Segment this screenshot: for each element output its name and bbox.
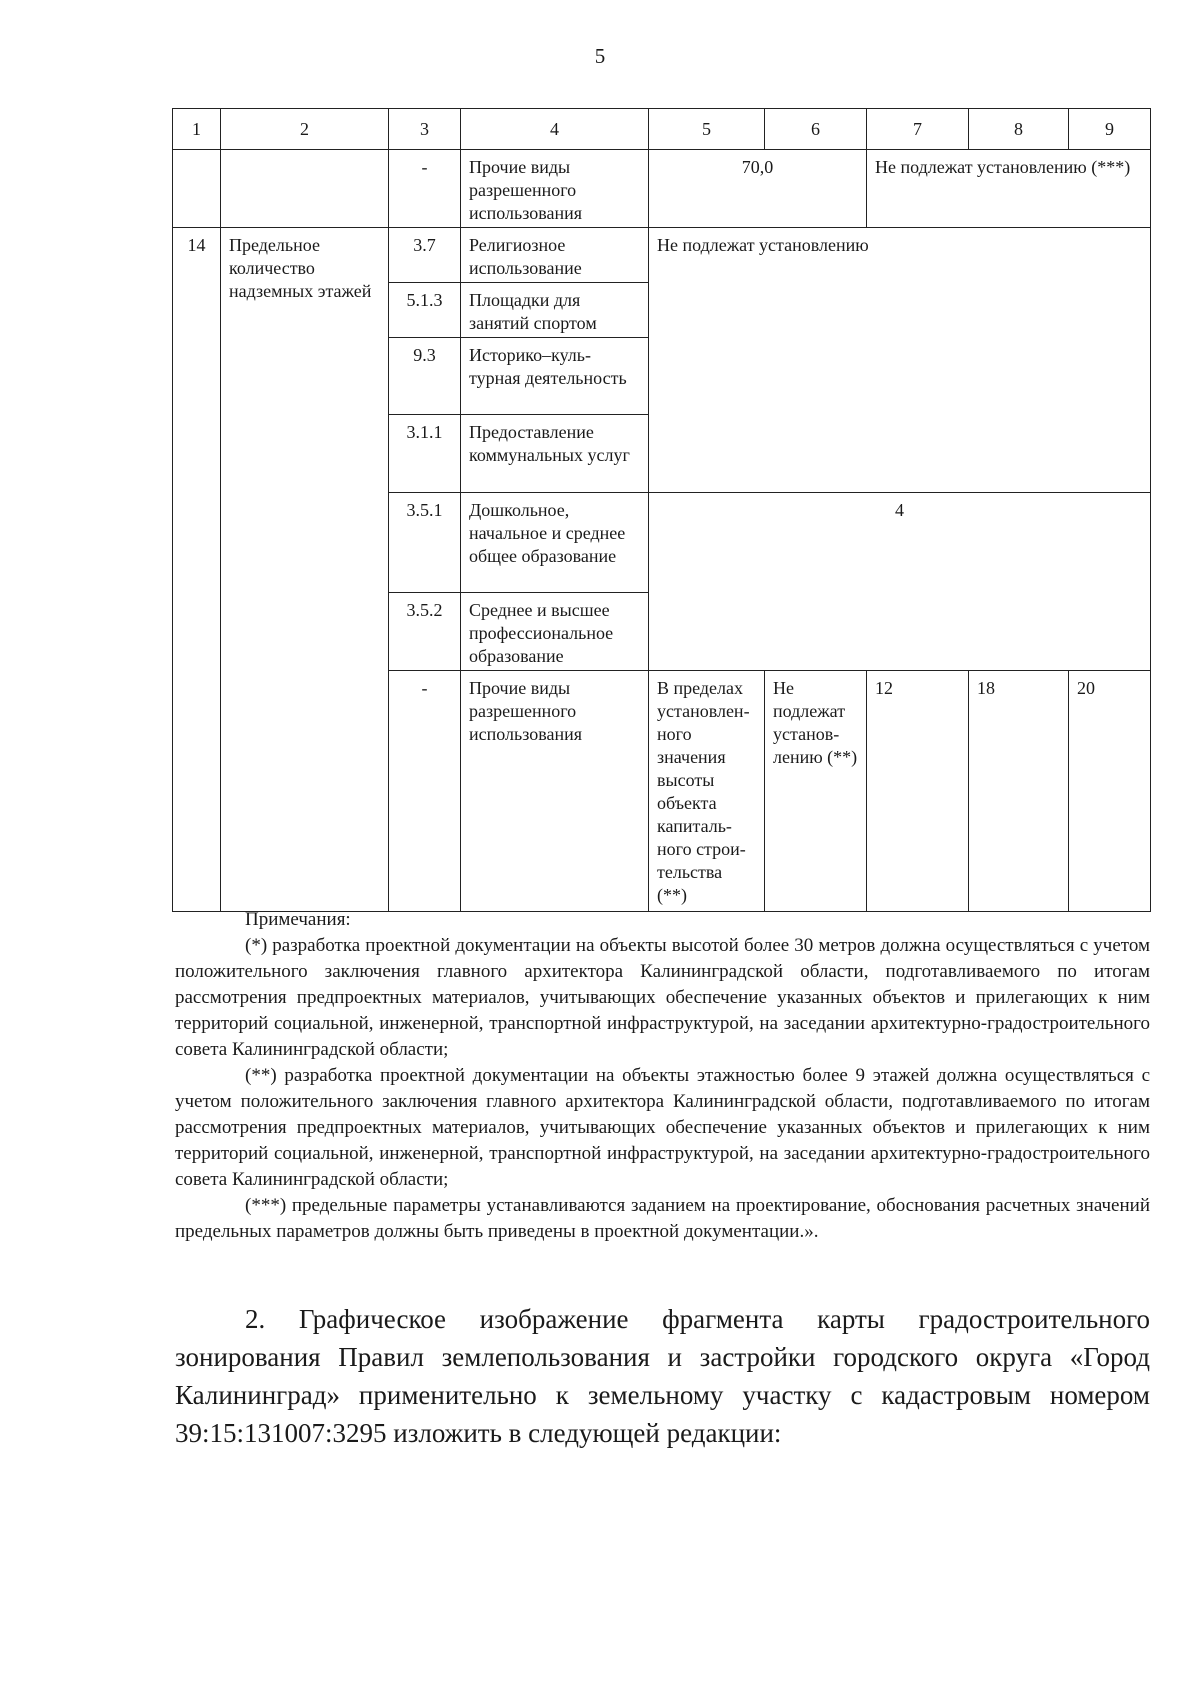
use-name: Дошкольное, начальное и среднее общее образование: [461, 493, 649, 593]
use-code: 9.3: [389, 338, 461, 415]
header-row: [173, 109, 1151, 150]
use-code: 3.5.2: [389, 593, 461, 671]
parameter-name: Предельное количество надземных этажей: [221, 228, 389, 912]
note-cell: Не подлежат установлению (***): [867, 150, 1151, 228]
use-name: Площадки для занятий спортом: [461, 283, 649, 338]
header-cell: 7: [867, 109, 969, 150]
value-cell: 4: [649, 493, 1151, 671]
table-row: [173, 150, 1151, 228]
header-cell: 8: [969, 109, 1069, 150]
use-name: Прочие виды разрешенного использования: [461, 150, 649, 228]
table-row: [173, 228, 1151, 283]
row-number: 14: [173, 228, 221, 912]
header-cell: 3: [389, 109, 461, 150]
page-number: 5: [594, 44, 606, 68]
use-code: 3.1.1: [389, 415, 461, 493]
notes-block: [175, 907, 1150, 1245]
use-name: Прочие виды разрешенного использования: [461, 671, 649, 912]
notes-title: Примечания:: [245, 909, 351, 930]
header-cell: 6: [765, 109, 867, 150]
use-name: Предоставление коммунальных услуг: [461, 415, 649, 493]
header-cell: 9: [1069, 109, 1151, 150]
use-code: 5.1.3: [389, 283, 461, 338]
note-paragraph: (*) разработка проектной документации на объекты высотой более 30 метров должна осуществляться с учетом положительного заключения главного архитектора Калининградской области, подготавливаемого по итогам рассмотрения предпроектных материалов, учитывающих обеспечение указанных объектов и прилегающих к ним территорий социальной, инженерной, транспортной инфраструктурой, на заседании архитектурно-градостроительного совета Калининградской области;: [175, 935, 1150, 1060]
value-cell: 70,0: [649, 150, 867, 228]
value-cell: 12: [867, 671, 969, 912]
section-paragraph: 2. Графическое изображение фрагмента карты градостроительного зонирования Правил землепользования и застройки городского округа «Город Калининград» применительно к земельному участку с кадастровым номером 39:15:131007:3295 изложить в следующей редакции:: [175, 1304, 1150, 1448]
header-cell: 4: [461, 109, 649, 150]
value-cell: В пределах установлен-ного значения высоты объекта капиталь-ного строи-тельства (**): [649, 671, 765, 912]
use-name: Среднее и высшее профессиональное образование: [461, 593, 649, 671]
use-code: -: [389, 671, 461, 912]
note-paragraph: (**) разработка проектной документации на объекты этажностью более 9 этажей должна осуществляться с учетом положительного заключения главного архитектора Калининградской области, подготавливаемого по итогам рассмотрения предпроектных материалов, учитывающих обеспечение указанных объектов и прилегающих к ним территорий социальной, инженерной, транспортной инфраструктурой, на заседании архитектурно-градостроительного совета Калининградской области;: [175, 1065, 1150, 1190]
value-cell: 18: [969, 671, 1069, 912]
value-cell: Не подлежат установлению: [649, 228, 1151, 493]
header-cell: 5: [649, 109, 765, 150]
use-name: Историко–куль-турная деятельность: [461, 338, 649, 415]
header-cell: 1: [173, 109, 221, 150]
note-paragraph: (***) предельные параметры устанавливаются заданием на проектирование, обоснования расчетных значений предельных параметров должны быть приведены в проектной документации.».: [175, 1195, 1150, 1242]
use-code: 3.7: [389, 228, 461, 283]
use-code: 3.5.1: [389, 493, 461, 593]
use-code: -: [389, 150, 461, 228]
value-cell: Не подлежат установ-лению (**): [765, 671, 867, 912]
use-name: Религиозное использование: [461, 228, 649, 283]
regulations-table: [172, 108, 1151, 912]
header-cell: 2: [221, 109, 389, 150]
value-cell: 20: [1069, 671, 1151, 912]
